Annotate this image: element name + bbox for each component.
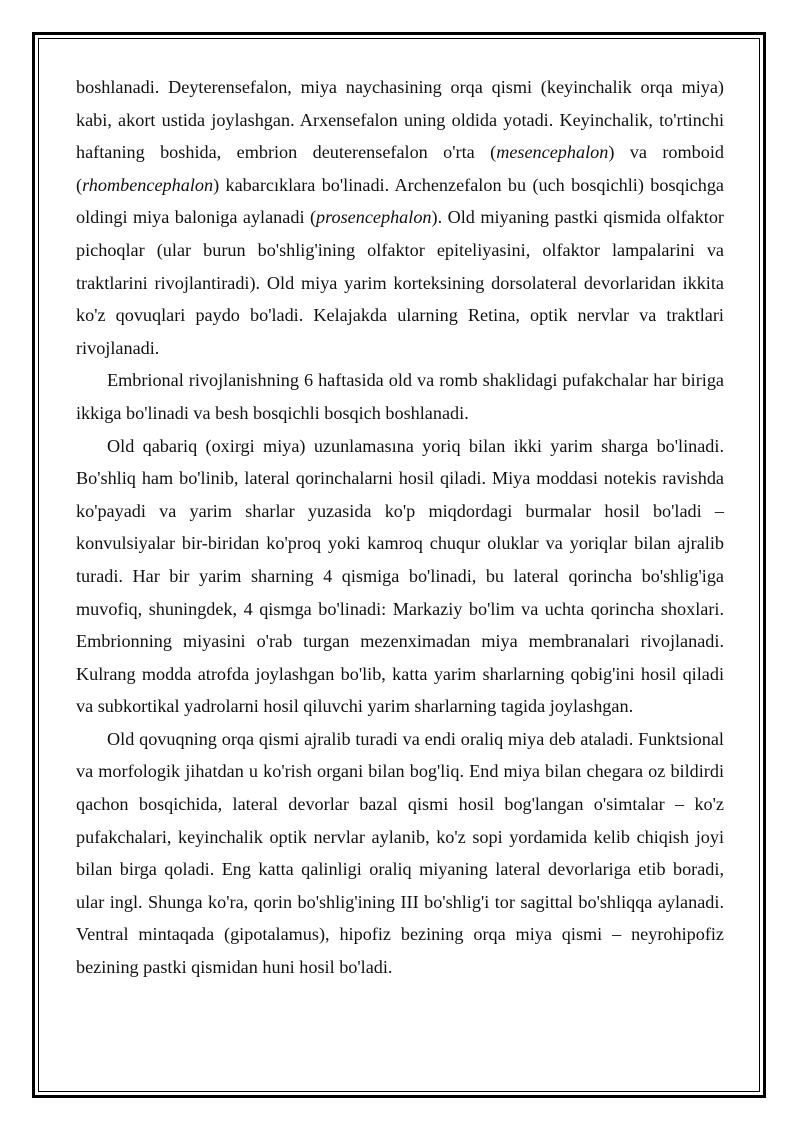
paragraph-1-text: ) kabarcıklara bo'linadi. Archenzefalon bu (uch bosqichli) bosqichga oldingi miya baloniga aylanadi ( [76, 174, 724, 228]
paragraph-3 [76, 430, 724, 723]
paragraph-1-text: boshlanadi. Deyterensefalon, miya naychasining orqa qismi (keyinchalik orqa miya) kabi, akort ustida joylashgan. Arxensefalon uning oldida yotadi. Keyinchalik, to'rtinchi haftaning boshida, embrion deuterensefalon o'rta ( [76, 77, 724, 163]
term-rhombencephalon: rhombencephalon [82, 174, 214, 195]
paragraph-1-text: ). Old miyaning pastki qismida olfaktor pichoqlar (ular burun bo'shlig'ining olfaktor epiteliyasini, olfaktor lampalarini va traktlarini rivojlantiradi). Old miya yarim korteksining dorsolateral devorlaridan ikkita ko'z qovuqlari paydo bo'ladi. Kelajakda ularning Retina, optik nervlar va traktlari rivojlanadi. [76, 207, 724, 358]
paragraph-1 [76, 71, 724, 364]
document-body [76, 71, 724, 984]
term-prosencephalon: prosencephalon [316, 207, 432, 228]
paragraph-4-text: Old qovuqning orqa qismi ajralib turadi va endi oraliq miya deb ataladi. Funktsional va morfologik jihatdan u ko'rish organi bilan bog'liq. End miya bilan chegara oz bildirdi qachon bosqichida, lateral devorlar bazal qismi hosil bog'langan o'simtalar – ko'z pufakchalari, keyinchalik optik nervlar aylanib, ko'z sopi yordamida kelib chiqish joyi bilan birga qoladi. Eng katta qalinligi oraliq miyaning lateral devorlariga etib boradi, ular ingl. Shunga ko'ra, qorin bo'shlig'ining III bo'shlig'i tor sagittal bo'shliqqa aylanadi. Ventral mintaqada (gipotalamus), hipofiz bezining orqa miya qismi – neyrohipofiz bezining pastki qismidan huni hosil bo'ladi. [76, 728, 724, 978]
paragraph-1-text: ) va romboid ( [76, 142, 724, 195]
paragraph-2 [76, 364, 724, 429]
paragraph-2-text: Embrional rivojlanishning 6 haftasida old va romb shaklidagi pufakchalar har biriga ikkiga bo'linadi va besh bosqichli bosqich boshlanadi. [76, 370, 724, 423]
paragraph-4 [76, 723, 724, 984]
term-mesencephalon: mesencephalon [496, 142, 609, 163]
paragraph-3-text: Old qabariq (oxirgi miya) uzunlamasına yoriq bilan ikki yarim sharga bo'linadi. Bo'shliq ham bo'linib, lateral qorinchalarni hosil qiladi. Miya moddasi notekis ravishda ko'payadi va yarim sharlar yuzasida ko'p miqdordagi burmalar hosil bo'ladi – konvulsiyalar bir-biridan ko'proq yoki kamroq chuqur oluklar va yoriqlar bilan ajralib turadi. Har bir yarim sharning 4 qismiga bo'linadi, bu lateral qorincha bo'shlig'iga muvofiq, shuningdek, 4 qismga bo'linadi: Markaziy bo'lim va uchta qorincha shoxlari. Embrionning miyasini o'rab turgan mezenximadan miya membranalari rivojlanadi. Kulrang modda atrofda joylashgan bo'lib, katta yarim sharlarning qobig'ini hosil qiladi va subkortikal yadrolarni hosil qiluvchi yarim sharlarning tagida joylashgan. [76, 435, 724, 717]
